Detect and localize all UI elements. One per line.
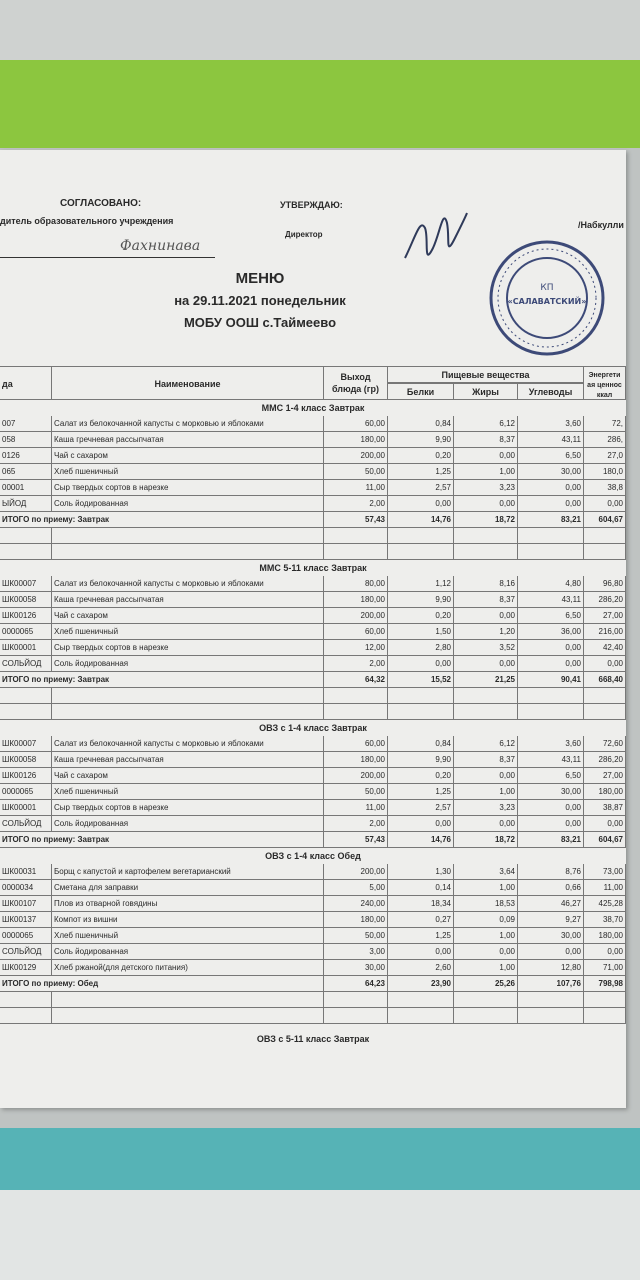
dish-name: Плов из отварной говядины [52,896,324,912]
dish-carbs: 0,00 [518,656,584,672]
total-value: 604,67 [584,832,626,848]
section-title: ОВЗ с 1-4 класс Завтрак [259,723,367,733]
table-row [0,960,626,976]
total-value: 18,72 [454,512,518,528]
dish-energy: 286,20 [584,592,626,608]
dish-code: ШК00007 [0,576,52,592]
dish-output: 50,00 [324,784,388,800]
dish-carbs: 36,00 [518,624,584,640]
table-row [0,624,626,640]
dish-name: Соль йодированная [52,816,324,832]
total-row [0,512,626,528]
dish-carbs: 0,00 [518,480,584,496]
table-row [0,784,626,800]
dish-name: Борщ с капустой и картофелем вегетарианский [52,864,324,880]
footer-section-title: ОВЗ с 5-11 класс Завтрак [256,1034,370,1044]
round-stamp [487,238,607,358]
table-row [0,656,626,672]
dish-fat: 1,20 [454,624,518,640]
dish-fat: 8,37 [454,752,518,768]
dish-carbs: 8,76 [518,864,584,880]
dish-output: 180,00 [324,432,388,448]
table-row [0,944,626,960]
dish-code: 0000034 [0,880,52,896]
table-row [0,576,626,592]
dish-fat: 3,23 [454,800,518,816]
dish-name: Соль йодированная [52,656,324,672]
section-title: ММС 1-4 класс Завтрак [261,403,365,413]
dish-code: ШК00031 [0,864,52,880]
dish-carbs: 6,50 [518,608,584,624]
total-row [0,672,626,688]
total-value: 57,43 [324,832,388,848]
dish-name: Сыр твердых сортов в нарезке [52,800,324,816]
dish-output: 50,00 [324,928,388,944]
wall-background-top [0,0,640,60]
dish-protein: 0,20 [388,608,454,624]
dish-output: 12,00 [324,640,388,656]
dish-fat: 1,00 [454,928,518,944]
dish-code: ШК00007 [0,736,52,752]
table-row [0,448,626,464]
dish-energy: 38,87 [584,800,626,816]
dish-energy: 27,00 [584,608,626,624]
dish-energy: 72,60 [584,736,626,752]
table-row [0,464,626,480]
dish-name: Соль йодированная [52,496,324,512]
table-header [0,366,626,400]
dish-output: 2,00 [324,496,388,512]
blank-row [0,992,626,1008]
dish-fat: 0,00 [454,608,518,624]
dish-carbs: 4,80 [518,576,584,592]
total-value: 64,23 [324,976,388,992]
dish-output: 11,00 [324,480,388,496]
table-row [0,736,626,752]
menu-school: МОБУ ООШ с.Таймеево [183,315,337,330]
dish-carbs: 46,27 [518,896,584,912]
dish-name: Компот из вишни [52,912,324,928]
dish-protein: 2,80 [388,640,454,656]
dish-fat: 3,52 [454,640,518,656]
table-row [0,608,626,624]
total-label: ИТОГО по приему: Обед [0,976,324,992]
dish-fat: 0,00 [454,496,518,512]
dish-name: Хлеб пшеничный [52,784,324,800]
dish-energy: 73,00 [584,864,626,880]
dish-protein: 1,25 [388,784,454,800]
menu-title-block [130,268,390,334]
dish-code: ШК00129 [0,960,52,976]
dish-energy: 180,00 [584,928,626,944]
dish-name: Чай с сахаром [52,768,324,784]
blank-row [0,544,626,560]
table-row [0,912,626,928]
total-value: 668,40 [584,672,626,688]
agreed-label: СОГЛАСОВАНО: [60,198,142,209]
dish-name: Каша гречневая рассыпчатая [52,592,324,608]
dish-energy: 0,00 [584,944,626,960]
total-row [0,832,626,848]
agreed-signature-line [0,238,215,260]
dish-protein: 0,00 [388,816,454,832]
dish-code: 0000065 [0,624,52,640]
dish-output: 5,00 [324,880,388,896]
dish-fat: 8,37 [454,432,518,448]
dish-carbs: 9,27 [518,912,584,928]
dish-code: ШК00001 [0,640,52,656]
total-value: 14,76 [388,832,454,848]
dish-carbs: 30,00 [518,928,584,944]
dish-energy: 38,8 [584,480,626,496]
dish-protein: 1,50 [388,624,454,640]
total-value: 23,90 [388,976,454,992]
dish-protein: 0,00 [388,944,454,960]
dish-output: 180,00 [324,752,388,768]
table-row [0,800,626,816]
dish-output: 200,00 [324,768,388,784]
dish-carbs: 0,00 [518,944,584,960]
dish-protein: 18,34 [388,896,454,912]
dish-protein: 9,90 [388,752,454,768]
dish-energy: 180,0 [584,464,626,480]
dish-output: 50,00 [324,464,388,480]
dish-fat: 0,00 [454,768,518,784]
dish-name: Хлеб пшеничный [52,928,324,944]
col-output-header: Выход блюда (гр) [324,366,388,400]
dish-energy: 71,00 [584,960,626,976]
col-nutrients-header: Пищевые вещества [388,366,584,383]
dish-output: 200,00 [324,448,388,464]
dish-fat: 1,00 [454,464,518,480]
dish-protein: 1,25 [388,464,454,480]
dish-carbs: 43,11 [518,592,584,608]
dish-output: 80,00 [324,576,388,592]
total-value: 90,41 [518,672,584,688]
dish-output: 2,00 [324,656,388,672]
dish-fat: 0,00 [454,448,518,464]
dish-carbs: 0,66 [518,880,584,896]
dish-protein: 1,30 [388,864,454,880]
dish-protein: 0,27 [388,912,454,928]
dish-fat: 0,09 [454,912,518,928]
dish-output: 30,00 [324,960,388,976]
dish-carbs: 43,11 [518,432,584,448]
total-value: 83,21 [518,832,584,848]
dish-name: Хлеб пшеничный [52,464,324,480]
dish-code: СОЛЬЙОД [0,944,52,960]
dish-name: Каша гречневая рассыпчатая [52,432,324,448]
dish-protein: 1,25 [388,928,454,944]
dish-fat: 8,37 [454,592,518,608]
dish-output: 2,00 [324,816,388,832]
approve-role: Директор [285,230,323,239]
dish-protein: 1,12 [388,576,454,592]
dish-fat: 6,12 [454,416,518,432]
table-row [0,592,626,608]
total-value: 604,67 [584,512,626,528]
total-value: 107,76 [518,976,584,992]
dish-protein: 2,57 [388,800,454,816]
col-name-header: Наименование [52,366,324,400]
dish-carbs: 0,00 [518,816,584,832]
dish-carbs: 0,00 [518,640,584,656]
dish-carbs: 3,60 [518,416,584,432]
dish-code: ЫЙОД [0,496,52,512]
dish-carbs: 6,50 [518,448,584,464]
dish-output: 11,00 [324,800,388,816]
total-value: 15,52 [388,672,454,688]
dish-name: Салат из белокочанной капусты с морковью и яблоками [52,416,324,432]
dish-protein: 0,14 [388,880,454,896]
dish-protein: 0,84 [388,736,454,752]
dish-protein: 9,90 [388,592,454,608]
total-label: ИТОГО по приему: Завтрак [0,832,324,848]
total-value: 798,98 [584,976,626,992]
dish-protein: 0,20 [388,448,454,464]
dish-name: Хлеб ржаной(для детского питания) [52,960,324,976]
menu-sheet [0,150,626,1108]
dish-energy: 0,00 [584,496,626,512]
dish-code: 0000065 [0,928,52,944]
table-row [0,816,626,832]
col-code-header: да [0,366,52,400]
table-row [0,768,626,784]
total-value: 21,25 [454,672,518,688]
dish-code: ШК00137 [0,912,52,928]
dish-energy: 425,28 [584,896,626,912]
dish-name: Чай с сахаром [52,448,324,464]
dish-output: 200,00 [324,608,388,624]
blank-row [0,1008,626,1024]
dish-output: 180,00 [324,592,388,608]
dish-fat: 3,23 [454,480,518,496]
total-label: ИТОГО по приему: Завтрак [0,672,324,688]
section-title: ММС 5-11 класс Завтрак [259,563,367,573]
dish-code: ШК00058 [0,592,52,608]
col-fat-header: Жиры [454,383,518,400]
dish-name: Чай с сахаром [52,608,324,624]
dish-name: Сыр твердых сортов в нарезке [52,640,324,656]
dish-fat: 0,00 [454,944,518,960]
section-title: ОВЗ с 1-4 класс Обед [265,851,361,861]
dish-fat: 1,00 [454,784,518,800]
dish-protein: 9,90 [388,432,454,448]
dish-carbs: 0,00 [518,800,584,816]
total-value: 57,43 [324,512,388,528]
dish-name: Каша гречневая рассыпчатая [52,752,324,768]
total-value: 18,72 [454,832,518,848]
dish-fat: 0,00 [454,656,518,672]
dish-code: ШК00058 [0,752,52,768]
dish-carbs: 6,50 [518,768,584,784]
dish-fat: 6,12 [454,736,518,752]
dish-output: 3,00 [324,944,388,960]
table-row [0,480,626,496]
dish-energy: 42,40 [584,640,626,656]
dish-energy: 0,00 [584,656,626,672]
dish-energy: 38,70 [584,912,626,928]
dish-name: Соль йодированная [52,944,324,960]
col-protein-header: Белки [388,383,454,400]
total-value: 14,76 [388,512,454,528]
dish-energy: 286, [584,432,626,448]
total-value: 83,21 [518,512,584,528]
table-row [0,496,626,512]
agreed-role: дитель образовательного учреждения [0,216,174,226]
svg-text:КП: КП [540,283,554,293]
dish-code: СОЛЬЙОД [0,816,52,832]
dish-protein: 0,84 [388,416,454,432]
dish-energy: 0,00 [584,816,626,832]
dish-output: 180,00 [324,912,388,928]
total-value: 64,32 [324,672,388,688]
blank-row [0,704,626,720]
dish-code: ШК00126 [0,608,52,624]
dish-fat: 1,00 [454,880,518,896]
agreed-signature-name: Фахнинава [120,238,201,254]
dish-code: 00001 [0,480,52,496]
dish-code: 058 [0,432,52,448]
dish-output: 240,00 [324,896,388,912]
table-row [0,896,626,912]
table-row [0,432,626,448]
dish-output: 60,00 [324,736,388,752]
table-row [0,928,626,944]
total-value: 25,26 [454,976,518,992]
table-row [0,880,626,896]
table-row [0,864,626,880]
table-row [0,416,626,432]
dish-protein: 0,00 [388,656,454,672]
col-carbs-header: Углеводы [518,383,584,400]
table-row [0,640,626,656]
dish-carbs: 12,80 [518,960,584,976]
dish-fat: 8,16 [454,576,518,592]
dish-energy: 216,00 [584,624,626,640]
dish-carbs: 3,60 [518,736,584,752]
menu-title: МЕНЮ [235,270,285,287]
dish-output: 200,00 [324,864,388,880]
dish-code: 065 [0,464,52,480]
dish-fat: 3,64 [454,864,518,880]
dish-protein: 2,60 [388,960,454,976]
total-row [0,976,626,992]
dish-name: Хлеб пшеничный [52,624,324,640]
dish-energy: 286,20 [584,752,626,768]
green-wall-band [0,60,640,148]
dish-code: 0126 [0,448,52,464]
dish-fat: 18,53 [454,896,518,912]
menu-date: на 29.11.2021 понедельник [174,293,346,308]
dish-carbs: 30,00 [518,784,584,800]
director-signature [395,198,475,278]
dish-carbs: 0,00 [518,496,584,512]
approve-name-right: /Набкулли [578,220,624,230]
blank-row [0,528,626,544]
dish-carbs: 30,00 [518,464,584,480]
dish-protein: 2,57 [388,480,454,496]
table-row [0,752,626,768]
dish-output: 60,00 [324,416,388,432]
dish-code: СОЛЬЙОД [0,656,52,672]
col-energy-header: Энергети ая ценнос ккал [584,366,626,400]
dish-name: Салат из белокочанной капусты с морковью и яблоками [52,736,324,752]
dish-code: 007 [0,416,52,432]
blank-row [0,688,626,704]
dish-carbs: 43,11 [518,752,584,768]
dish-code: ШК00107 [0,896,52,912]
dish-energy: 11,00 [584,880,626,896]
dish-name: Сметана для заправки [52,880,324,896]
total-label: ИТОГО по приему: Завтрак [0,512,324,528]
dish-code: ШК00001 [0,800,52,816]
dish-energy: 27,00 [584,768,626,784]
dish-code: ШК00126 [0,768,52,784]
dish-protein: 0,00 [388,496,454,512]
wall-background-bottom [0,1190,640,1280]
dish-energy: 96,80 [584,576,626,592]
dish-code: 0000065 [0,784,52,800]
dish-energy: 180,00 [584,784,626,800]
dish-fat: 1,00 [454,960,518,976]
dish-output: 60,00 [324,624,388,640]
dish-protein: 0,20 [388,768,454,784]
svg-text:«САЛАВАТСКИЙ»: «САЛАВАТСКИЙ» [507,297,587,306]
dish-name: Сыр твердых сортов в нарезке [52,480,324,496]
dish-energy: 72, [584,416,626,432]
dish-energy: 27,0 [584,448,626,464]
approve-label: УТВЕРЖДАЮ: [280,200,343,210]
dish-fat: 0,00 [454,816,518,832]
teal-wall-band [0,1128,640,1190]
dish-name: Салат из белокочанной капусты с морковью и яблоками [52,576,324,592]
